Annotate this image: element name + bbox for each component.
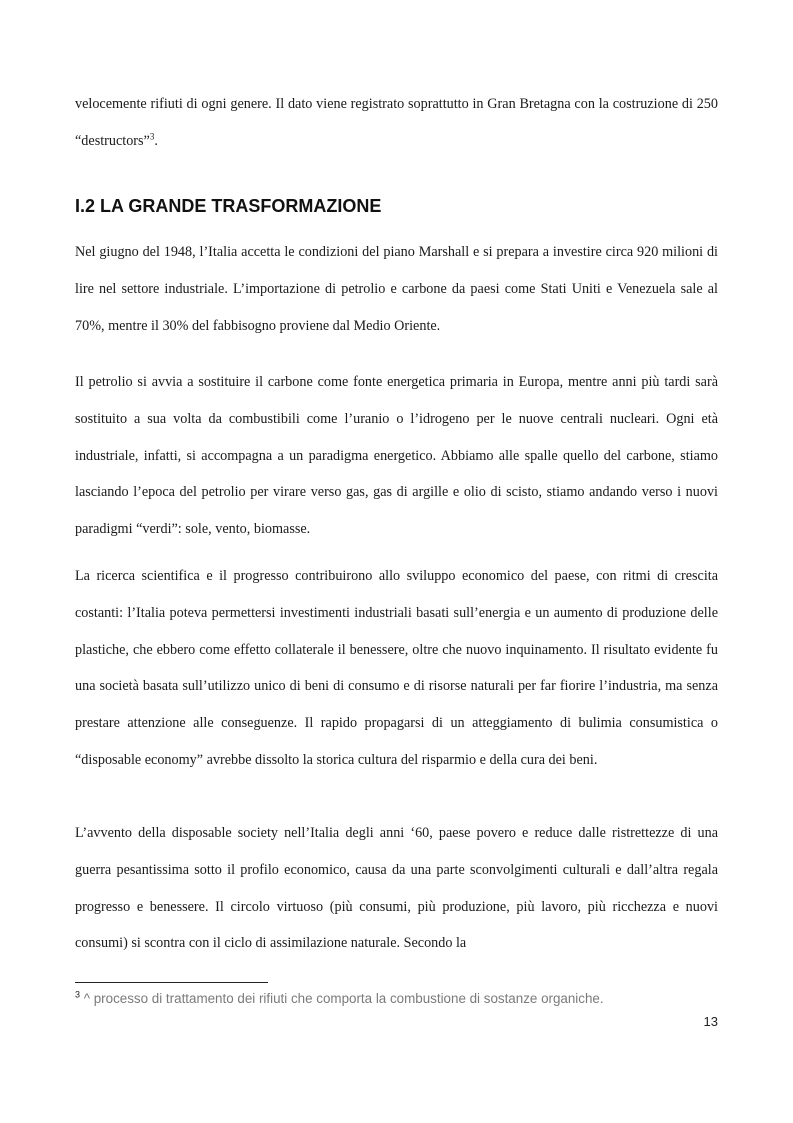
footnote-separator xyxy=(75,982,268,983)
paragraph-marshall-plan: Nel giugno del 1948, l’Italia accetta le condizioni del piano Marshall e si prepara a investire circa 920 milioni di lire nel settore industriale. L’importazione di petrolio e carbone da paesi come Stati Uniti e Venezuela sale al 70%, mentre il 30% del fabbisogno proviene dal Medio Oriente. xyxy=(75,244,718,334)
paragraph-intro-text: velocemente rifiuti di ogni genere. Il dato viene registrato soprattutto in Gran Bretagna con la costruzione di 250 “destructors” xyxy=(75,96,718,149)
section-heading: I.2 LA GRANDE TRASFORMAZIONE xyxy=(75,196,382,216)
paragraph-scientific-progress: La ricerca scientifica e il progresso contribuirono allo sviluppo economico del paese, con ritmi di crescita costanti: l’Italia poteva permettersi investimenti industriali basati sull’energia e un aumento di produzione delle plastiche, che ebbero come effetto collaterale il benessere, oltre che nuovo inquinamento. Il risultato evidente fu una società basata sull’utilizzo unico di beni di consumo e di risorse naturali per far fiorire l’industria, ma senza prestare attenzione alle conseguenze. Il rapido propagarsi di un atteggiamento di bulimia consumistica o “disposable economy” avrebbe dissolto la storica cultura del risparmio e della cura dei beni. xyxy=(75,568,718,768)
paragraph-disposable-society: L’avvento della disposable society nell’Italia degli anni ‘60, paese povero e reduce dalle ristrettezze di una guerra pesantissima sotto il profilo economico, causa da una parte sconvolgimenti culturali e dall’altra regala progresso e benessere. Il circolo virtuoso (più consumi, più produzione, più lavoro, più ricchezza e nuovi consumi) si scontra con il ciclo di assimilazione naturale. Secondo la xyxy=(75,825,718,952)
footnote-text: ^ processo di trattamento dei rifiuti che comporta la combustione di sostanze organiche. xyxy=(80,991,604,1006)
footnote xyxy=(75,989,725,1009)
footnote-marker: 3 xyxy=(75,989,81,1000)
footnote-reference[interactable]: 3 xyxy=(149,131,155,142)
page-number: 13 xyxy=(703,1014,718,1029)
paragraph-oil-transition: Il petrolio si avvia a sostituire il carbone come fonte energetica primaria in Europa, mentre anni più tardi sarà sostituito a sua volta da combustibili come l’uranio o l’idrogeno per le nuove centrali nucleari. Ogni età industriale, infatti, si accompagna a un paradigma energetico. Abbiamo alle spalle quello del carbone, stiamo lasciando l’epoca del petrolio per virare verso gas, gas di argille e olio di scisto, stiamo andando verso i nuovi paradigmi “verdi”: sole, vento, biomasse. xyxy=(75,374,718,538)
paragraph-intro-period: . xyxy=(154,132,158,149)
paragraph-intro xyxy=(75,86,718,160)
